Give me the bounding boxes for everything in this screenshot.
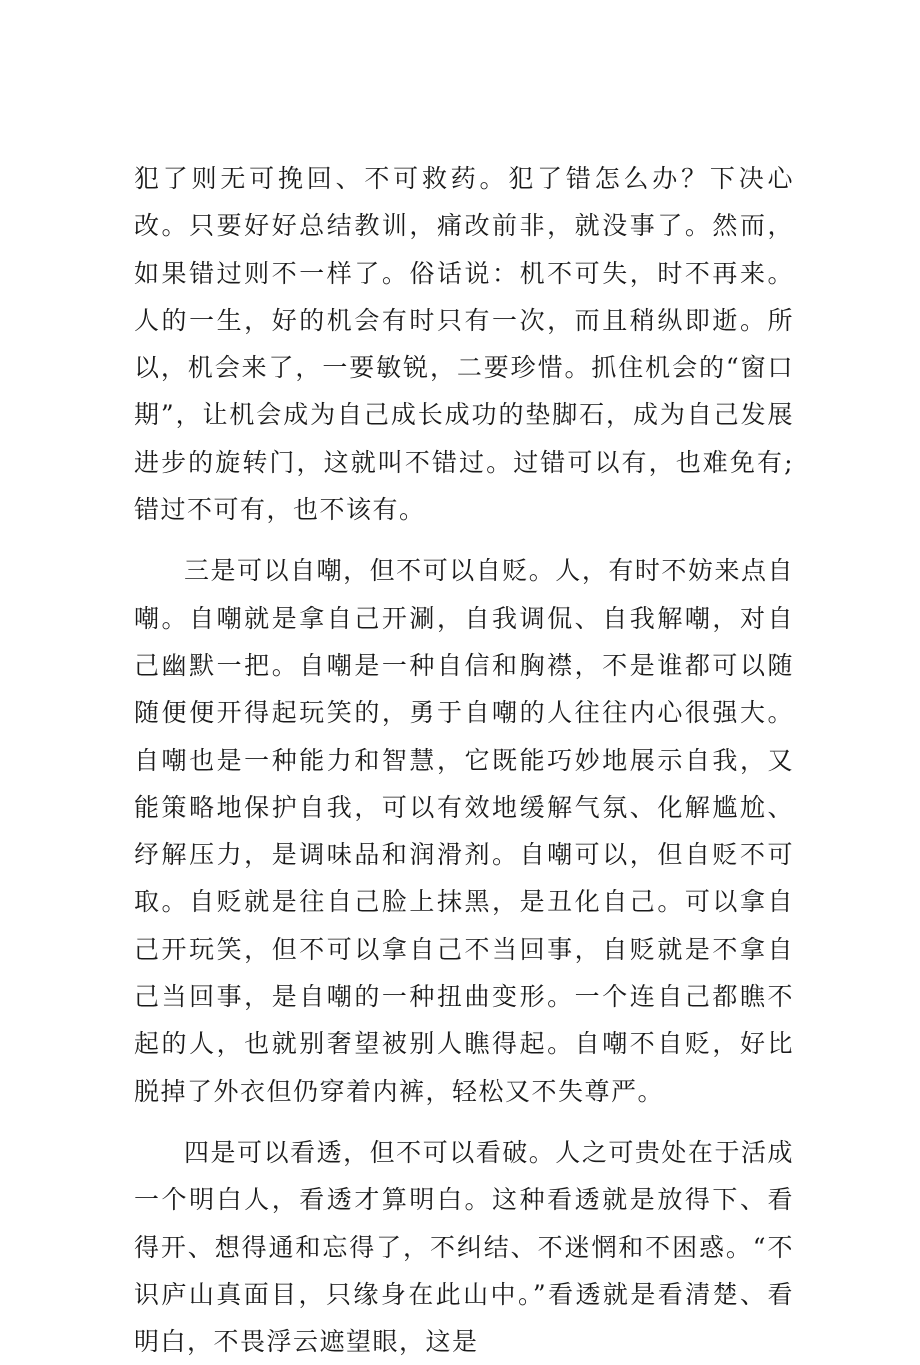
body-text (134, 155, 794, 1365)
paragraph-see-through: 四是可以看透，但不可以看破。人之可贵处在于活成一个明白人，看透才算明白。这种看透就是放得下、看得开、想得通和忘得了，不纠结、不迷惘和不困惑。“不识庐山真面目，只缘身在此山中。”看透就是看清楚、看明白，不畏浮云遮望眼，这是 (134, 1137, 794, 1357)
paragraph-self-mockery: 三是可以自嘲，但不可以自贬。人，有时不妨来点自嘲。自嘲就是拿自己开涮，自我调侃、自我解嘲，对自己幽默一把。自嘲是一种自信和胸襟，不是谁都可以随随便便开得起玩笑的，勇于自嘲的人往往内心很强大。自嘲也是一种能力和智慧，它既能巧妙地展示自我，又能策略地保护自我，可以有效地缓解气氛、化解尴尬、纾解压力，是调味品和润滑剂。自嘲可以，但自贬不可取。自贬就是往自己脸上抹黑，是丑化自己。可以拿自己开玩笑，但不可以拿自己不当回事，自贬就是不拿自己当回事，是自嘲的一种扭曲变形。一个连自己都瞧不起的人，也就别奢望被别人瞧得起。自嘲不自贬，好比脱掉了外衣但仍穿着内裤，轻松又不失尊严。 (134, 556, 794, 1106)
paragraph-continuation: 犯了则无可挽回、不可救药。犯了错怎么办？下决心改。只要好好总结教训，痛改前非，就没事了。然而，如果错过则不一样了。俗话说：机不可失，时不再来。人的一生，好的机会有时只有一次，而且稍纵即逝。所以，机会来了，一要敏锐，二要珍惜。抓住机会的“窗口期”，让机会成为自己成长成功的垫脚石，成为自己发展进步的旋转门，这就叫不错过。过错可以有，也难免有;错过不可有，也不该有。 (134, 164, 794, 525)
